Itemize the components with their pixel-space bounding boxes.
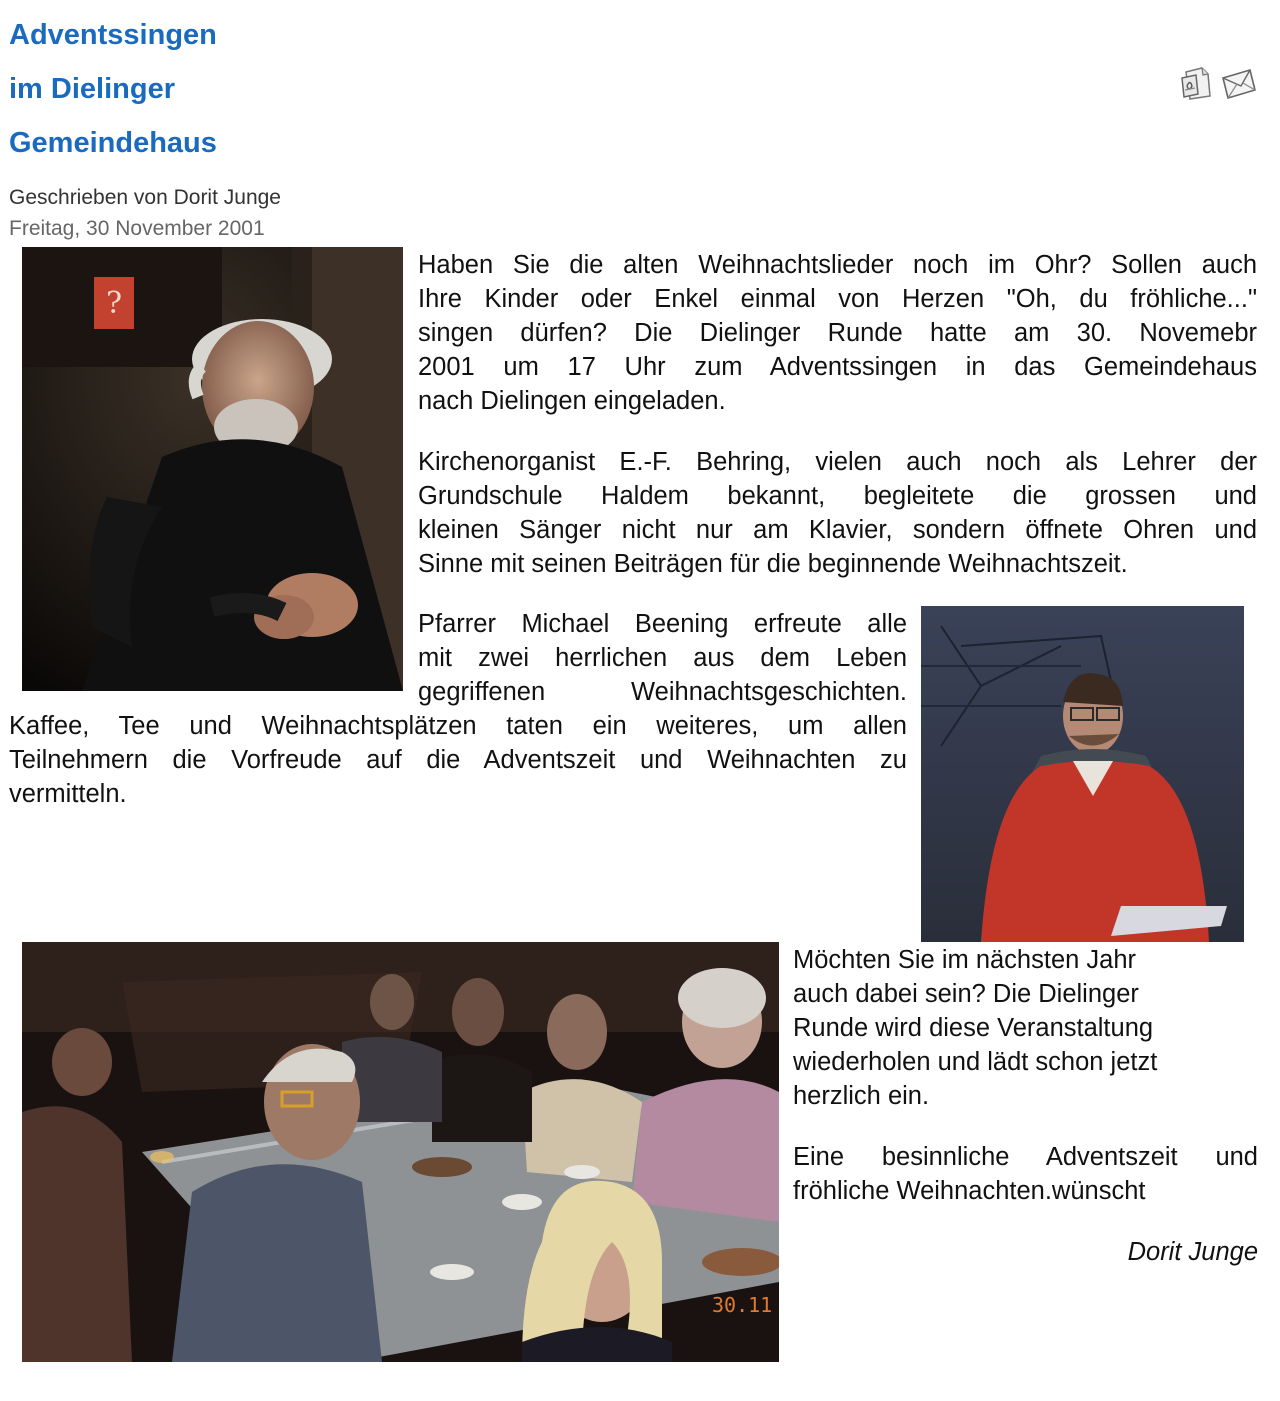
title-line-1: Adventssingen <box>9 19 217 51</box>
text-line: Haben Sie die alten Weihnachtslieder noch im Ohr? Sollen auch <box>418 251 1257 279</box>
photo-date-stamp: 30.11 <box>712 1293 773 1317</box>
text-line: gegriffenen Weihnachtsgeschichten. <box>418 678 907 706</box>
text-line: Teilnehmern die Vorfreude auf die Adventszeit und Weihnachten zu <box>9 746 907 774</box>
text-line: Möchten Sie im nächsten Jahr <box>793 946 1137 974</box>
text-line: Kirchenorganist E.-F. Behring, vielen auch noch als Lehrer der <box>418 448 1257 476</box>
text-line: Grundschule Haldem bekannt, begleitete die grossen und <box>418 482 1257 510</box>
text-line: 2001 um 17 Uhr zum Adventssingen in das Gemeindehaus <box>418 353 1257 381</box>
paragraph-pastor-continued <box>9 709 907 811</box>
photo-audience <box>22 942 779 1362</box>
article-toolbar <box>1178 64 1260 104</box>
text-line: herzlich ein. <box>793 1082 930 1110</box>
text-line: Kaffee, Tee und Weihnachtsplätzen taten ein weiteres, um allen <box>9 712 907 740</box>
article-title <box>9 8 609 170</box>
title-line-2: im Dielinger <box>9 73 175 105</box>
paragraph-greeting <box>793 1140 1258 1208</box>
text-line: mit zwei herrlichen aus dem Leben <box>418 644 907 672</box>
paragraph-organist <box>418 445 1257 581</box>
text-line: fröhliche Weihnachten.wünscht <box>793 1177 1146 1205</box>
text-line: Pfarrer Michael Beening erfreute alle <box>418 610 907 638</box>
paragraph-intro <box>418 248 1257 418</box>
article-author: Geschrieben von Dorit Junge <box>9 186 281 209</box>
text-line: wiederholen und lädt schon jetzt <box>793 1048 1158 1076</box>
email-icon[interactable] <box>1220 64 1258 102</box>
text-line: vermitteln. <box>9 780 127 808</box>
text-line: Sinne mit seinen Beiträgen für die beginnende Weihnachtszeit. <box>418 550 1128 578</box>
signature: Dorit Junge <box>1127 1238 1258 1266</box>
text-line: Ihre Kinder oder Enkel einmal von Herzen "Oh, du fröhliche..." <box>418 285 1257 313</box>
photo-organist <box>22 247 403 691</box>
title-line-3: Gemeindehaus <box>9 127 217 159</box>
text-line: nach Dielingen eingeladen. <box>418 387 726 415</box>
photo-pastor <box>921 606 1244 942</box>
text-line: kleinen Sänger nicht nur am Klavier, sondern öffnete Ohren und <box>418 516 1257 544</box>
text-line: auch dabei sein? Die Dielinger <box>793 980 1139 1008</box>
paragraph-pastor <box>418 607 907 709</box>
pdf-icon[interactable] <box>1178 64 1216 102</box>
article-date: Freitag, 30 November 2001 <box>9 217 265 240</box>
text-line: Runde wird diese Veranstaltung <box>793 1014 1154 1042</box>
text-line: singen dürfen? Die Dielinger Runde hatte am 30. Novemebr <box>418 319 1257 347</box>
text-line: Eine besinnliche Adventszeit und <box>793 1143 1258 1171</box>
svg-text:?: ? <box>105 286 123 321</box>
paragraph-invitation <box>793 943 1258 1113</box>
